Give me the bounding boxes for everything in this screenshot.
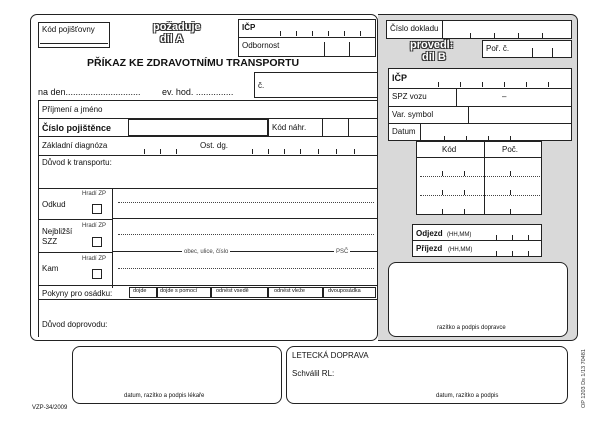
order-tick — [532, 48, 533, 58]
row-line — [38, 155, 378, 156]
icp-tick — [344, 31, 345, 36]
time-tick — [528, 235, 529, 240]
diagnosis-tick — [176, 149, 177, 154]
air-transport-title: LETECKÁ DOPRAVA — [292, 351, 369, 360]
code-count-table — [416, 141, 542, 215]
date-field-label: Datum — [392, 127, 416, 136]
odbornost-divider — [349, 42, 350, 56]
icp-tick — [360, 31, 361, 36]
time-label: ev. hod. ............... — [162, 87, 234, 97]
carrier-tick — [438, 82, 439, 87]
license-plate-dash: – — [502, 92, 507, 101]
table-row[interactable] — [420, 176, 540, 177]
crew-option-label: dojde s pomocí — [160, 288, 198, 294]
diagnosis-tick — [336, 149, 337, 154]
table-tick — [442, 171, 443, 176]
license-plate-field[interactable] — [458, 90, 570, 104]
part-a-label: díl A — [160, 33, 184, 45]
approved-by-label: Schválil RL: — [292, 369, 335, 378]
row-line — [388, 123, 572, 124]
crew-option-label: odnést vleže — [274, 288, 305, 294]
table-divider — [484, 141, 485, 215]
row-line — [38, 188, 378, 189]
performed-label: provedl: — [410, 39, 454, 51]
crew-option-label: dvouposádka — [328, 288, 361, 294]
insurer-code-line — [40, 43, 108, 44]
row-divider — [420, 123, 421, 141]
patient-section-top — [38, 100, 378, 101]
form-code: VZP-34/2009 — [32, 405, 68, 411]
doctor-signature-caption: datum, razítko a podpis lékaře — [124, 393, 205, 399]
row-divider — [468, 106, 469, 123]
order-tick — [552, 48, 553, 58]
to-insurer-pays-checkbox[interactable] — [92, 269, 102, 279]
table-tick — [464, 190, 465, 195]
insurer-code-label: Kód pojišťovny — [42, 25, 95, 34]
refund-code-field[interactable] — [323, 120, 375, 135]
number-box[interactable] — [254, 72, 378, 98]
table-tick — [464, 209, 465, 214]
row-divider — [348, 119, 349, 136]
escort-reason-field[interactable] — [128, 315, 374, 333]
row-line — [412, 240, 542, 241]
arrival-label: Příjezd — [416, 244, 443, 253]
insured-number-label: Číslo pojištěnce — [42, 123, 112, 133]
diagnosis-tick — [300, 149, 301, 154]
odbornost-label: Odbornost — [242, 41, 280, 50]
requests-part-a-label: požaduje — [153, 21, 201, 33]
odbornost-divider — [324, 42, 325, 56]
carrier-tick — [548, 82, 549, 87]
carrier-tick — [482, 82, 483, 87]
row-line — [388, 106, 572, 107]
doc-tick — [470, 33, 471, 38]
nearest-address-line[interactable] — [118, 234, 374, 235]
nearest-label: Nejbližší — [42, 227, 73, 236]
carrier-stamp-caption: razítko a podpis dopravce — [437, 325, 506, 331]
doc-tick — [494, 33, 495, 38]
license-plate-label: SPZ vozu — [392, 92, 427, 101]
insurer-pays-label: Hradí ZP — [82, 223, 107, 229]
time-tick — [496, 235, 497, 240]
row-divider — [268, 119, 269, 136]
diagnosis-tick — [144, 149, 145, 154]
time-tick — [496, 251, 497, 256]
doc-tick — [518, 33, 519, 38]
diagnosis-label: Základní diagnóza — [42, 141, 108, 150]
crew-option-label: dojde — [133, 288, 147, 294]
icp-field[interactable] — [265, 24, 373, 36]
time-tick — [512, 235, 513, 240]
transport-reason-label: Důvod k transportu: — [42, 158, 112, 167]
variable-symbol-field[interactable] — [470, 108, 570, 121]
icp-tick — [280, 31, 281, 36]
number-label: č. — [258, 81, 265, 90]
icp-label: IČP — [242, 23, 256, 32]
table-row-line — [416, 157, 542, 158]
row-line — [38, 285, 378, 286]
other-diagnosis-label: Ost. dg. — [200, 141, 229, 150]
name-field[interactable] — [115, 102, 375, 117]
from-address-line[interactable] — [118, 202, 374, 203]
code-column-header: Kód — [442, 145, 457, 154]
escort-reason-label: Důvod doprovodu: — [42, 320, 108, 329]
name-label: Příjmení a jméno — [42, 105, 103, 114]
order-number-field[interactable] — [518, 42, 570, 56]
row-line — [112, 218, 378, 219]
doc-tick — [542, 33, 543, 38]
table-tick — [442, 190, 443, 195]
variable-symbol-label: Var. symbol — [392, 110, 434, 119]
nearest-insurer-pays-checkbox[interactable] — [92, 237, 102, 247]
diagnosis-field[interactable] — [130, 138, 196, 153]
row-line — [38, 299, 378, 300]
szz-label: SZZ — [42, 237, 58, 246]
from-label: Odkud — [42, 200, 66, 209]
insurer-pays-label: Hradí ZP — [82, 191, 107, 197]
order-number-label: Poř. č. — [486, 44, 510, 53]
row-divider — [456, 88, 457, 106]
address-column-divider — [112, 188, 113, 288]
table-row[interactable] — [420, 195, 540, 196]
to-address-line[interactable] — [118, 268, 374, 269]
count-column-header: Poč. — [502, 145, 519, 154]
document-number-field[interactable] — [444, 22, 570, 37]
diagnosis-tick — [252, 149, 253, 154]
row-line — [388, 88, 572, 89]
date-label: na den.............................. — [38, 87, 141, 97]
document-number-label: Číslo dokladu — [390, 24, 439, 33]
diagnosis-tick — [284, 149, 285, 154]
icp-tick — [328, 31, 329, 36]
diagnosis-tick — [354, 149, 355, 154]
departure-label: Odjezd — [416, 229, 443, 238]
crew-instructions-label: Pokyny pro osádku: — [42, 289, 113, 298]
row-line — [38, 219, 112, 220]
arrival-format: (HH,MM) — [448, 247, 473, 253]
transport-reason-field[interactable] — [42, 168, 374, 186]
form-title: PŘÍKAZ KE ZDRAVOTNÍMU TRANSPORTU — [87, 57, 300, 69]
air-signature-caption: datum, razítko a podpis — [436, 393, 499, 399]
table-tick — [510, 209, 511, 214]
postcode-caption: PSČ — [336, 249, 349, 255]
icp-tick — [296, 31, 297, 36]
table-tick — [464, 171, 465, 176]
part-b-label: díl B — [422, 51, 446, 63]
doc-number-divider — [442, 20, 443, 39]
table-tick — [510, 171, 511, 176]
insurer-pays-label: Hradí ZP — [82, 256, 107, 262]
diagnosis-tick — [318, 149, 319, 154]
to-label: Kam — [42, 264, 59, 273]
time-tick — [528, 251, 529, 256]
icp-tick — [312, 31, 313, 36]
row-line — [38, 252, 112, 253]
departure-format: (HH,MM) — [447, 232, 472, 238]
insured-number-field[interactable] — [128, 119, 268, 136]
table-tick — [442, 209, 443, 214]
approved-by-field[interactable] — [345, 366, 563, 380]
diagnosis-tick — [268, 149, 269, 154]
crew-option-label: odnést vsedě — [216, 288, 249, 294]
diagnosis-tick — [160, 149, 161, 154]
carrier-tick — [504, 82, 505, 87]
carrier-icp-label: IČP — [392, 73, 408, 83]
icp-divider — [238, 37, 376, 38]
time-tick — [512, 251, 513, 256]
carrier-tick — [460, 82, 461, 87]
refund-code-label: Kód náhr. — [272, 123, 307, 132]
address-caption: obec, ulice, číslo — [184, 249, 229, 255]
from-insurer-pays-checkbox[interactable] — [92, 204, 102, 214]
carrier-tick — [526, 82, 527, 87]
odbornost-field[interactable] — [300, 42, 373, 54]
row-line — [38, 136, 378, 137]
side-print-code: OP 1203 Ds 1/13 70481 — [581, 349, 587, 408]
table-tick — [510, 190, 511, 195]
